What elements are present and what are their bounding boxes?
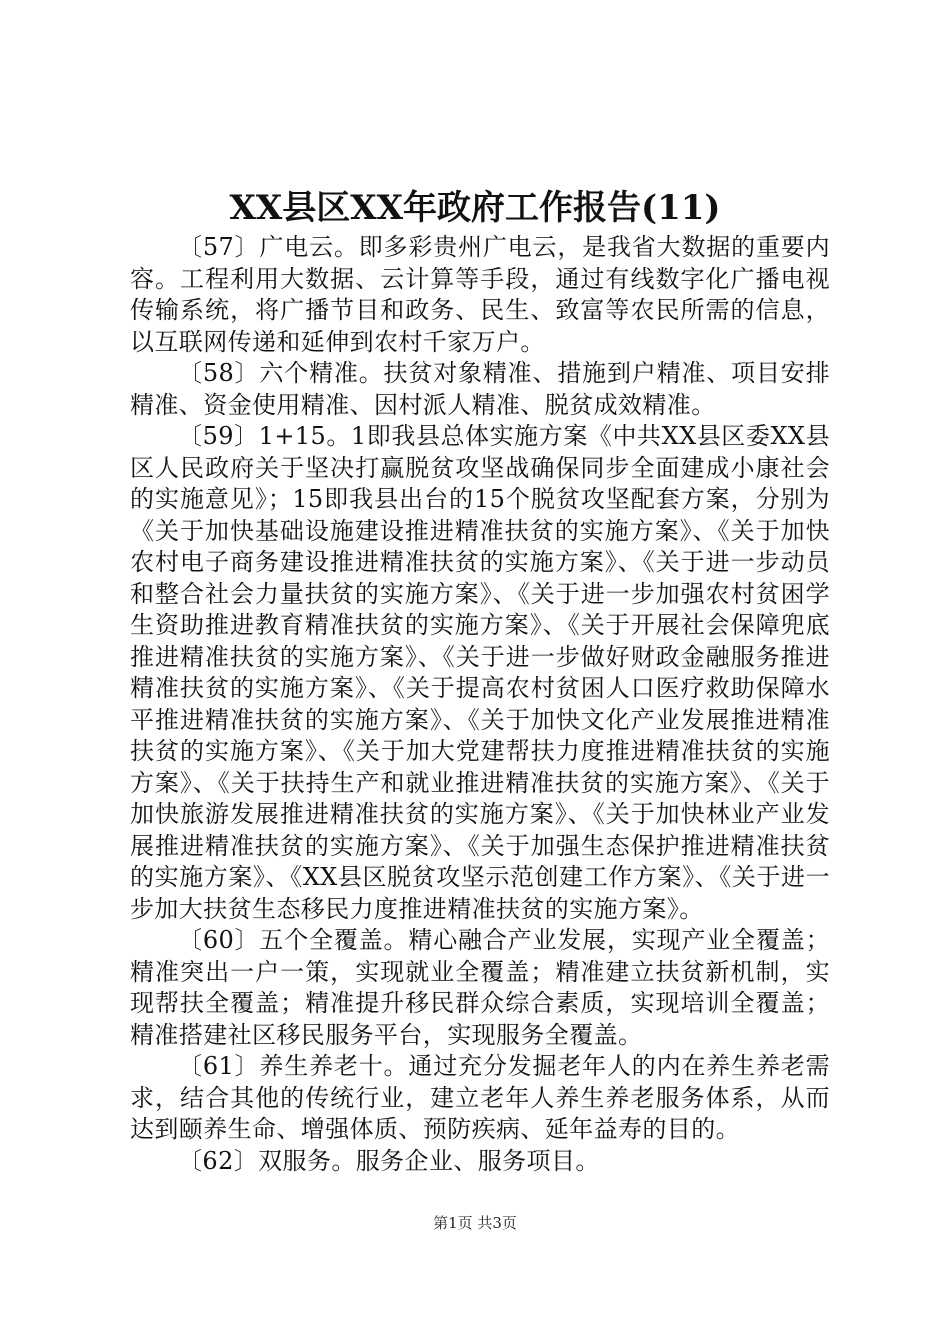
paragraph-57: 〔57〕广电云。即多彩贵州广电云，是我省大数据的重要内容。工程利用大数据、云计算等手段，通过有线数字化广播电视传输系统，将广播节目和政务、民生、致富等农民所需的信息，以互联网传递和延伸到农村千家万户。 xyxy=(130,233,830,356)
page-number-footer: 第1页 共3页 xyxy=(433,1214,517,1232)
paragraph-59: 〔59〕1+15。1即我县总体实施方案《中共XX县区委XX县区人民政府关于坚决打赢脱贫攻坚战确保同步全面建成小康社会的实施意见》；15即我县出台的15个脱贫攻坚配套方案，分别为《关于加快基础设施建设推进精准扶贫的实施方案》、《关于加快农村电子商务建设推进精准扶贫的实施方案》、《关于进一步动员和整合社会力量扶贫的实施方案》、《关于进一步加强农村贫困学生资助推进教育精准扶贫的实施方案》、《关于开展社会保障兜底推进精准扶贫的实施方案》、《关于进一步做好财政金融服务推进精准扶贫的实施方案》、《关于提高农村贫困人口医疗救助保障水平推进精准扶贫的实施方案》、《关于加快文化产业发展推进精准扶贫的实施方案》、《关于加大党建帮扶力度推进精准扶贫的实施方案》、《关于扶持生产和就业推进精准扶贫的实施方案》、《关于加快旅游发展推进精准扶贫的实施方案》、《关于加快林业产业发展推进精准扶贫的实施方案》、《关于加强生态保护推进精准扶贫的实施方案》、《XX县区脱贫攻坚示范创建工作方案》、《关于进一步加大扶贫生态移民力度推进精准扶贫的实施方案》。 xyxy=(130,422,830,923)
paragraph-58: 〔58〕六个精准。扶贫对象精准、措施到户精准、项目安排精准、资金使用精准、因村派人精准、脱贫成效精准。 xyxy=(130,359,830,419)
paragraph-61: 〔61〕养生养老十。通过充分发掘老年人的内在养生养老需求，结合其他的传统行业，建立老年人养生养老服务体系，从而达到颐养生命、增强体质、预防疾病、延年益寿的目的。 xyxy=(130,1052,830,1143)
document-title: XX县区XX年政府工作报告(11) xyxy=(229,188,721,228)
document-body xyxy=(130,232,830,1177)
paragraph-62: 〔62〕双服务。服务企业、服务项目。 xyxy=(178,1146,600,1175)
paragraph-60: 〔60〕五个全覆盖。精心融合产业发展，实现产业全覆盖；精准突出一户一策，实现就业全覆盖；精准建立扶贫新机制，实现帮扶全覆盖；精准提升移民群众综合素质，实现培训全覆盖；精准搭建社区移民服务平台，实现服务全覆盖。 xyxy=(130,926,830,1049)
